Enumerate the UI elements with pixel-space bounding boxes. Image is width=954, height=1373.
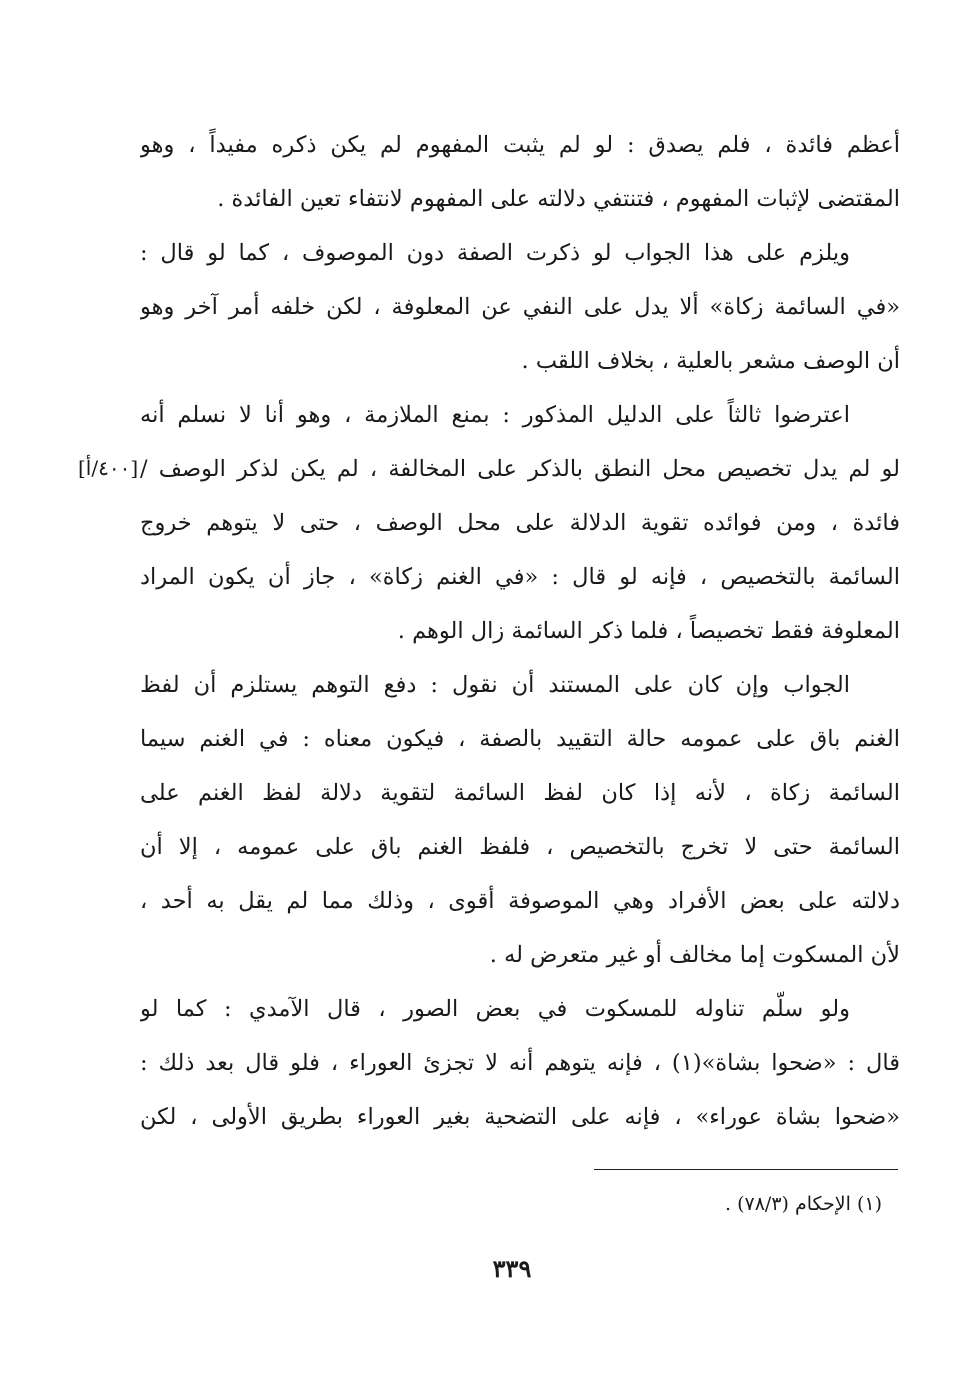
main-text (140, 118, 900, 1144)
page-number: ٣٣٩ (492, 1254, 532, 1283)
text-line: المقتضى لإثبات المفهوم ، فتنتفي دلالته على المفهوم لانتفاء تعين الفائدة . (217, 186, 900, 212)
text-line: قال : «ضحوا بشاة»(١) ، فإنه يتوهم أنه لا تجزئ العوراء ، فلو قال بعد ذلك : (140, 1050, 900, 1076)
text-line: لأن المسكوت إما مخالف أو غير متعرض له . (489, 942, 900, 968)
footnote: (١) الإحكام (٧٨/٣) . (725, 1193, 882, 1215)
text-line: المعلوفة فقط تخصيصاً ، فلما ذكر السائمة زال الوهم . (397, 618, 900, 644)
text-line: أن الوصف مشعر بالعلية ، بخلاف اللقب . (521, 348, 900, 374)
text-line: فائدة ، ومن فوائده تقوية الدلالة على محل الوصف ، حتى لا يتوهم خروج (140, 510, 900, 536)
text-line: دلالته على بعض الأفراد وهي الموصوفة أقوى ، وذلك مما لم يقل به أحد ، (140, 888, 900, 914)
text-line: لو لم يدل تخصيص محل النطق بالذكر على المخالفة ، لم يكن لذكر الوصف / (140, 456, 900, 482)
text-line: «في السائمة زكاة» ألا يدل على النفي عن المعلوفة ، لكن خلفه أمر آخر وهو (140, 294, 900, 320)
text-line: أعظم فائدة ، فلم يصدق : لو لم يثبت المفهوم لم يكن ذكره مفيداً ، وهو (140, 132, 900, 158)
text-line: اعترضوا ثالثاً على الدليل المذكور : بمنع الملازمة ، وهو أنا لا نسلم أنه (140, 402, 850, 428)
manuscript-folio-reference: [٤٠٠/أ] (78, 456, 139, 480)
text-line: الغنم باق على عمومه حالة التقييد بالصفة ، فيكون معناه : في الغنم سيما (140, 726, 900, 752)
text-line: السائمة حتى لا تخرج بالتخصيص ، فلفظ الغنم باق على عمومه ، إلا أن (140, 834, 900, 860)
text-line: الجواب وإن كان على المستند أن نقول : دفع التوهم يستلزم أن لفظ (140, 672, 850, 698)
text-line: السائمة بالتخصيص ، فإنه لو قال : «في الغنم زكاة» ، جاز أن يكون المراد (140, 564, 900, 590)
footnote-separator (594, 1169, 898, 1170)
text-line: ويلزم على هذا الجواب لو ذكرت الصفة دون الموصوف ، كما لو قال : (140, 240, 850, 266)
text-line: «ضحوا بشاة عوراء» ، فإنه على التضحية بغير العوراء بطريق الأولى ، لكن (140, 1104, 900, 1130)
text-line: السائمة زكاة ، لأنه إذا كان لفظ السائمة لتقوية دلالة لفظ الغنم على (140, 780, 900, 806)
text-line: ولو سلّم تناوله للمسكوت في بعض الصور ، قال الآمدي : كما لو (140, 996, 850, 1022)
